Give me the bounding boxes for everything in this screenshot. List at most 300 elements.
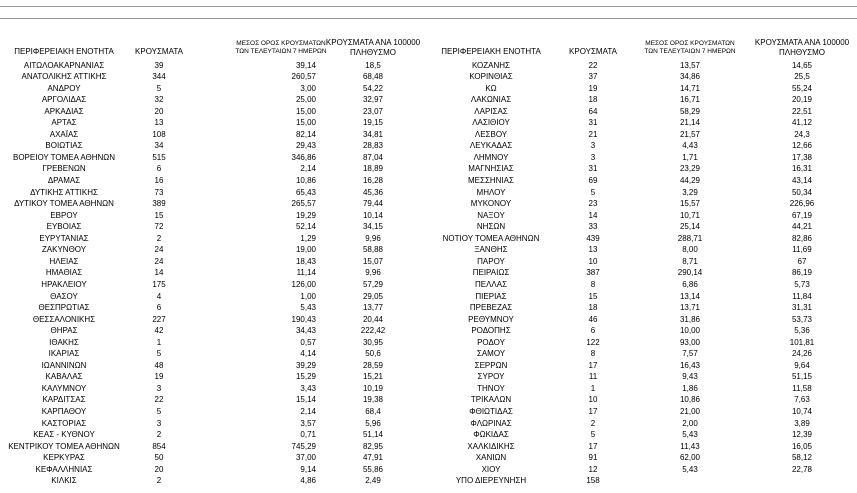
right-region-cell: ΡΕΘΥΜΝΟΥ: [468, 314, 514, 324]
header-avg-left-line2: ΤΩΝ ΤΕΛΕΥΤΑΙΩΝ 7 ΗΜΕΡΩΝ: [235, 48, 327, 55]
header-region-right: ΠΕΡΙΦΕΡΕΙΑΚΗ ΕΝΟΤΗΤΑ: [441, 47, 541, 56]
header-per100k-left-line1: ΚΡΟΥΣΜΑΤΑ ΑΝΑ 100000: [325, 38, 421, 47]
right-avg7-cell: 290,14: [677, 268, 703, 278]
right-region-cell: ΣΥΡΟΥ: [477, 372, 505, 382]
right-region-cell: ΠΡΕΒΕΖΑΣ: [469, 303, 513, 313]
right-per100k-cell: 16,05: [791, 441, 813, 451]
left-region-cell: ΚΑΡΔΙΤΣΑΣ: [42, 395, 86, 405]
table-row: [0, 464, 857, 476]
left-per100k-cell: 79,44: [362, 199, 384, 209]
left-per100k-cell: 47,91: [362, 453, 384, 463]
right-region-cell: ΛΗΜΝΟΥ: [473, 152, 509, 162]
right-per100k-cell: 58,12: [791, 453, 813, 463]
right-avg7-cell: 13,57: [679, 60, 701, 70]
left-cases-cell: 50: [154, 453, 164, 463]
left-per100k-cell: 10,14: [362, 210, 384, 220]
left-avg7-cell: 39,14: [295, 60, 316, 70]
left-per100k-cell: 68,48: [362, 72, 384, 82]
right-per100k-cell: 41,12: [791, 118, 813, 128]
right-avg7-cell: 288,71: [677, 233, 703, 243]
left-cases-cell: 24: [154, 245, 164, 255]
left-region-cell: ΔΡΑΜΑΣ: [47, 176, 81, 185]
right-region-cell: ΣΕΡΡΩΝ: [474, 360, 508, 370]
right-region-cell: ΤΗΝΟΥ: [477, 383, 505, 393]
left-cases-cell: 15: [154, 210, 164, 220]
table-row: [0, 452, 857, 464]
right-region-cell: ΥΠΟ ΔΙΕΡΕΥΝΗΣΗ: [455, 476, 527, 486]
right-per100k-cell: 101,81: [789, 337, 815, 347]
left-region-cell: ΑΝΑΤΟΛΙΚΗΣ ΑΤΤΙΚΗΣ: [21, 72, 107, 82]
left-avg7-cell: 18,43: [295, 256, 316, 266]
left-per100k-cell: 5,96: [365, 418, 381, 428]
left-avg7-cell: 37,00: [295, 453, 316, 463]
left-per100k-cell: 30,95: [362, 337, 384, 347]
table-row: [0, 348, 857, 360]
left-cases-cell: 19: [154, 372, 164, 382]
right-cases-cell: 17: [588, 360, 598, 370]
left-per100k-cell: 9,96: [365, 233, 381, 243]
right-cases-cell: 31: [588, 164, 598, 174]
header-avg-right: [631, 40, 749, 56]
header-per100k-right: [750, 38, 854, 58]
table-row: [0, 302, 857, 314]
right-avg7-cell: 21,57: [679, 129, 701, 139]
table-row: [0, 94, 857, 106]
left-avg7-cell: 745,29: [291, 441, 316, 451]
right-per100k-cell: 11,69: [792, 245, 812, 255]
right-per100k-cell: 55,24: [791, 83, 813, 93]
right-cases-cell: 3: [590, 152, 596, 162]
left-per100k-cell: 20,44: [362, 314, 384, 324]
table-row: [0, 60, 857, 72]
right-region-cell: ΤΡΙΚΑΛΩΝ: [470, 395, 512, 405]
right-cases-cell: 158: [586, 476, 600, 486]
left-avg7-cell: 0,57: [300, 337, 316, 347]
right-region-cell: ΜΥΚΟΝΟΥ: [470, 199, 512, 209]
left-cases-cell: 32: [154, 95, 164, 105]
left-region-cell: ΘΕΣΣΑΛΟΝΙΚΗΣ: [32, 314, 96, 324]
left-avg7-cell: 3,00: [300, 83, 316, 93]
right-region-cell: ΣΑΜΟΥ: [476, 349, 506, 359]
right-avg7-cell: 21,14: [679, 118, 701, 128]
right-region-cell: ΚΩ: [485, 83, 497, 93]
right-cases-cell: 64: [588, 106, 598, 116]
right-avg7-cell: 34,86: [679, 72, 701, 82]
right-region-cell: ΜΕΣΣΗΝΙΑΣ: [468, 176, 514, 185]
right-region-cell: ΦΘΙΩΤΙΔΑΣ: [469, 407, 513, 416]
header-per100k-left-line2: ΠΛΗΘΥΣΜΟ: [349, 48, 397, 57]
table-row: [0, 429, 857, 441]
left-avg7-cell: 190,43: [291, 314, 316, 324]
left-region-cell: ΚΑΡΠΑΘΟΥ: [41, 407, 87, 416]
left-avg7-cell: 1,00: [300, 291, 316, 301]
right-avg7-cell: 15,57: [679, 199, 701, 209]
right-avg7-cell: 9,43: [682, 372, 698, 382]
right-avg7-cell: 7,57: [682, 349, 698, 359]
right-region-cell: ΛΑΡΙΣΑΣ: [474, 106, 508, 116]
left-avg7-cell: 15,00: [295, 106, 316, 116]
right-cases-cell: 18: [588, 303, 598, 313]
right-per100k-cell: 16,31: [791, 164, 813, 174]
left-region-cell: ΘΗΡΑΣ: [50, 326, 78, 336]
right-per100k-cell: 12,66: [791, 141, 813, 151]
left-cases-cell: 2: [156, 430, 162, 440]
left-avg7-cell: 126,00: [291, 279, 316, 289]
right-cases-cell: 15: [588, 291, 598, 301]
right-cases-cell: 13: [588, 245, 598, 255]
right-avg7-cell: 25,14: [679, 222, 701, 232]
left-cases-cell: 34: [154, 141, 164, 151]
right-per100k-cell: 43,14: [791, 176, 813, 185]
right-per100k-cell: 24,26: [791, 349, 813, 359]
left-per100k-cell: 50,6: [365, 349, 381, 359]
left-per100k-cell: 9,96: [365, 268, 381, 278]
left-region-cell: ΕΒΡΟΥ: [50, 210, 78, 220]
right-avg7-cell: 4,43: [682, 141, 698, 151]
table-row: [0, 418, 857, 430]
left-avg7-cell: 52,14: [295, 222, 316, 232]
left-per100k-cell: 15,07: [362, 256, 384, 266]
table-row: [0, 325, 857, 337]
right-cases-cell: 17: [588, 407, 598, 416]
right-per100k-cell: 14,65: [791, 60, 813, 70]
header-cases-right: ΚΡΟΥΣΜΑΤΑ: [569, 47, 617, 56]
right-avg7-cell: 10,00: [679, 326, 701, 336]
table-row: [0, 83, 857, 95]
table-row: [0, 71, 857, 83]
left-cases-cell: 227: [152, 314, 166, 324]
right-cases-cell: 19: [588, 83, 598, 93]
right-region-cell: ΧΑΛΚΙΔΙΚΗΣ: [467, 441, 515, 451]
left-per100k-cell: 51,14: [362, 430, 384, 440]
left-region-cell: ΘΕΣΠΡΩΤΙΑΣ: [38, 303, 90, 313]
table-row: [0, 279, 857, 291]
right-region-cell: ΡΟΔΟΥ: [477, 337, 505, 347]
left-region-cell: ΗΜΑΘΙΑΣ: [45, 268, 83, 278]
left-avg7-cell: 34,43: [295, 326, 316, 336]
left-cases-cell: 20: [154, 106, 164, 116]
left-avg7-cell: 15,14: [295, 395, 316, 405]
right-per100k-cell: 86,19: [791, 268, 813, 278]
left-per100k-cell: 28,59: [362, 360, 384, 370]
right-avg7-cell: 21,00: [679, 407, 701, 416]
left-per100k-cell: 87,04: [362, 152, 384, 162]
right-region-cell: ΛΕΥΚΑΔΑΣ: [469, 141, 513, 151]
right-cases-cell: 2: [590, 418, 596, 428]
table-row: [0, 475, 857, 487]
table-row: [0, 198, 857, 210]
right-per100k-cell: 25,5: [794, 72, 810, 82]
left-cases-cell: 48: [154, 360, 164, 370]
left-per100k-cell: 10,19: [362, 383, 384, 393]
right-per100k-cell: 24,3: [794, 129, 810, 139]
right-avg7-cell: 31,86: [679, 314, 701, 324]
left-cases-cell: 6: [156, 303, 162, 313]
right-avg7-cell: 2,00: [682, 418, 698, 428]
left-cases-cell: 73: [154, 187, 164, 197]
right-avg7-cell: 5,43: [682, 464, 698, 474]
table-row: [0, 106, 857, 118]
right-avg7-cell: 8,71: [682, 256, 698, 266]
table-row: [0, 267, 857, 279]
right-per100k-cell: 20,19: [791, 95, 813, 105]
left-cases-cell: 42: [154, 326, 164, 336]
table-row: [0, 256, 857, 268]
table-row: [0, 337, 857, 349]
right-cases-cell: 22: [588, 60, 598, 70]
right-region-cell: ΛΕΣΒΟΥ: [474, 129, 508, 139]
right-cases-cell: 21: [588, 129, 598, 139]
left-region-cell: ΗΡΑΚΛΕΙΟΥ: [41, 279, 87, 289]
right-avg7-cell: 16,71: [679, 95, 701, 105]
header-avg-right-line1: ΜΕΣΟΣ ΟΡΟΣ ΚΡΟΥΣΜΑΤΩΝ: [645, 40, 735, 47]
left-cases-cell: 854: [152, 441, 166, 451]
left-cases-cell: 2: [156, 233, 162, 243]
left-per100k-cell: 23,07: [362, 106, 384, 116]
left-avg7-cell: 2,14: [300, 164, 316, 174]
right-region-cell: ΦΩΚΙΔΑΣ: [473, 430, 509, 440]
table-row: [0, 291, 857, 303]
left-cases-cell: 16: [154, 176, 164, 185]
left-cases-cell: 72: [154, 222, 164, 232]
left-cases-cell: 13: [154, 118, 164, 128]
left-avg7-cell: 4,14: [300, 349, 316, 359]
left-region-cell: ΑΝΔΡΟΥ: [47, 83, 81, 93]
right-per100k-cell: 82,86: [791, 233, 813, 243]
left-cases-cell: 2: [156, 476, 162, 486]
left-region-cell: ΚΕΡΚΥΡΑΣ: [43, 453, 85, 463]
right-per100k-cell: 12,39: [791, 430, 813, 440]
right-cases-cell: 17: [588, 441, 598, 451]
table-row: [0, 383, 857, 395]
left-cases-cell: 344: [152, 72, 166, 82]
right-per100k-cell: 5,36: [794, 326, 810, 336]
left-region-cell: ΚΙΛΚΙΣ: [51, 476, 77, 486]
header-avg-left-line1: ΜΕΣΟΣ ΟΡΟΣ ΚΡΟΥΣΜΑΤΩΝ: [236, 40, 326, 47]
left-cases-cell: 108: [152, 129, 166, 139]
table-row: [0, 117, 857, 129]
left-per100k-cell: 54,22: [362, 83, 384, 93]
right-per100k-cell: 50,34: [791, 187, 813, 197]
table-row: [0, 175, 857, 187]
left-region-cell: ΚΑΒΑΛΑΣ: [45, 372, 83, 382]
right-region-cell: ΠΙΕΡΙΑΣ: [475, 291, 507, 301]
table-row: [0, 152, 857, 164]
left-avg7-cell: 65,43: [295, 187, 316, 197]
left-cases-cell: 20: [154, 464, 164, 474]
right-region-cell: ΝΟΤΙΟΥ ΤΟΜΕΑ ΑΘΗΝΩΝ: [442, 233, 540, 243]
right-cases-cell: 37: [588, 72, 598, 82]
left-per100k-cell: 34,15: [362, 222, 384, 232]
left-cases-cell: 3: [156, 418, 162, 428]
left-cases-cell: 175: [152, 279, 166, 289]
left-cases-cell: 14: [154, 268, 164, 278]
left-per100k-cell: 222,42: [360, 326, 386, 336]
right-avg7-cell: 1,86: [682, 383, 698, 393]
right-avg7-cell: 44,29: [679, 176, 701, 185]
left-avg7-cell: 15,00: [295, 118, 316, 128]
right-region-cell: ΦΛΩΡΙΝΑΣ: [470, 418, 512, 428]
left-avg7-cell: 25,00: [295, 95, 316, 105]
right-cases-cell: 6: [590, 326, 596, 336]
table-row: [0, 360, 857, 372]
left-per100k-cell: 16,28: [362, 176, 384, 185]
header-cases-left: ΚΡΟΥΣΜΑΤΑ: [135, 47, 183, 56]
right-avg7-cell: 10,86: [679, 395, 701, 405]
table-row: [0, 406, 857, 418]
header-region-left: ΠΕΡΙΦΕΡΕΙΑΚΗ ΕΝΟΤΗΤΑ: [14, 47, 114, 56]
left-avg7-cell: 19,29: [295, 210, 316, 220]
right-cases-cell: 10: [588, 256, 598, 266]
table-row: [0, 140, 857, 152]
right-avg7-cell: 1,71: [682, 152, 698, 162]
table-row: [0, 187, 857, 199]
right-cases-cell: 5: [590, 430, 596, 440]
right-cases-cell: 8: [590, 279, 596, 289]
right-per100k-cell: 67: [797, 256, 807, 266]
left-per100k-cell: 29,05: [362, 291, 384, 301]
left-region-cell: ΕΥΡΥΤΑΝΙΑΣ: [39, 233, 89, 243]
right-per100k-cell: 7,63: [794, 395, 810, 405]
left-avg7-cell: 260,57: [291, 72, 316, 82]
left-avg7-cell: 0,71: [300, 430, 316, 440]
left-avg7-cell: 3,57: [300, 418, 316, 428]
left-avg7-cell: 3,43: [300, 383, 316, 393]
left-region-cell: ΑΙΤΩΛΟΑΚΑΡΝΑΝΙΑΣ: [23, 60, 105, 70]
left-cases-cell: 4: [156, 291, 162, 301]
right-per100k-cell: 31,31: [791, 303, 813, 313]
right-region-cell: ΠΕΙΡΑΙΩΣ: [472, 268, 510, 278]
left-avg7-cell: 11,14: [296, 268, 316, 278]
left-avg7-cell: 2,14: [300, 407, 316, 416]
header-per100k-left: [318, 38, 428, 58]
right-region-cell: ΚΟΡΙΝΘΙΑΣ: [469, 72, 513, 82]
right-cases-cell: 33: [588, 222, 598, 232]
right-per100k-cell: 5,73: [794, 279, 810, 289]
left-region-cell: ΑΧΑΪΑΣ: [49, 129, 79, 139]
table-row: [0, 210, 857, 222]
left-region-cell: ΒΟΙΩΤΙΑΣ: [45, 141, 83, 151]
right-per100k-cell: 51,15: [791, 372, 813, 382]
left-cases-cell: 389: [152, 199, 166, 209]
right-cases-cell: 69: [588, 176, 598, 185]
left-avg7-cell: 15,29: [295, 372, 316, 382]
right-per100k-cell: 22,78: [791, 464, 813, 474]
left-region-cell: ΔΥΤΙΚΗΣ ΑΤΤΙΚΗΣ: [30, 187, 98, 197]
right-avg7-cell: 13,14: [679, 291, 701, 301]
left-avg7-cell: 1,29: [300, 233, 316, 243]
left-region-cell: ΚΕΝΤΡΙΚΟΥ ΤΟΜΕΑ ΑΘΗΝΩΝ: [8, 441, 120, 451]
left-region-cell: ΒΟΡΕΙΟΥ ΤΟΜΕΑ ΑΘΗΝΩΝ: [12, 152, 116, 162]
right-cases-cell: 122: [586, 337, 600, 347]
left-avg7-cell: 265,57: [291, 199, 316, 209]
right-per100k-cell: 9,64: [794, 360, 810, 370]
top-rule: [0, 6, 857, 7]
left-per100k-cell: 32,97: [362, 95, 384, 105]
left-per100k-cell: 13,77: [362, 303, 384, 313]
left-region-cell: ΚΑΣΤΟΡΙΑΣ: [41, 418, 87, 428]
right-cases-cell: 10: [588, 395, 598, 405]
right-cases-cell: 14: [588, 210, 598, 220]
right-avg7-cell: 58,29: [679, 106, 701, 116]
table-row: [0, 163, 857, 175]
right-per100k-cell: 11,58: [792, 383, 812, 393]
right-per100k-cell: 44,21: [791, 222, 813, 232]
header-per100k-right-line2: ΠΛΗΘΥΣΜΟ: [778, 48, 826, 57]
right-region-cell: ΠΑΡΟΥ: [477, 256, 505, 266]
right-avg7-cell: 16,43: [679, 360, 701, 370]
left-per100k-cell: 57,29: [362, 279, 384, 289]
right-cases-cell: 1: [590, 383, 596, 393]
table-row: [0, 129, 857, 141]
right-region-cell: ΝΗΣΩΝ: [476, 222, 506, 232]
right-region-cell: ΜΗΛΟΥ: [476, 187, 506, 197]
left-per100k-cell: 68,4: [365, 407, 381, 416]
left-per100k-cell: 45,36: [362, 187, 384, 197]
right-region-cell: ΛΑΣΙΘΙΟΥ: [472, 118, 510, 128]
right-cases-cell: 11: [588, 372, 598, 382]
right-cases-cell: 439: [586, 233, 600, 243]
left-per100k-cell: 58,88: [362, 245, 384, 255]
left-cases-cell: 39: [154, 60, 164, 70]
right-region-cell: ΚΟΖΑΝΗΣ: [471, 60, 511, 70]
right-region-cell: ΡΟΔΟΠΗΣ: [471, 326, 511, 336]
right-per100k-cell: 226,96: [789, 199, 815, 209]
left-cases-cell: 24: [154, 256, 164, 266]
left-per100k-cell: 82,95: [362, 441, 384, 451]
left-avg7-cell: 19,00: [295, 245, 316, 255]
right-cases-cell: 31: [588, 118, 598, 128]
right-avg7-cell: 23,29: [679, 164, 701, 174]
right-per100k-cell: 17,38: [791, 152, 813, 162]
left-avg7-cell: 39,29: [295, 360, 316, 370]
left-region-cell: ΑΡΓΟΛΙΔΑΣ: [41, 95, 87, 105]
left-cases-cell: 6: [156, 164, 162, 174]
left-region-cell: ΘΑΣΟΥ: [50, 291, 78, 301]
left-per100k-cell: 34,81: [362, 129, 384, 139]
left-region-cell: ΚΕΑΣ - ΚΥΘΝΟΥ: [33, 430, 95, 440]
header-per100k-right-line1: ΚΡΟΥΣΜΑΤΑ ΑΝΑ 100000: [754, 38, 850, 47]
left-region-cell: ΑΡΤΑΣ: [51, 118, 77, 128]
right-cases-cell: 46: [588, 314, 598, 324]
left-cases-cell: 22: [154, 395, 164, 405]
header-avg-right-line2: ΤΩΝ ΤΕΛΕΥΤΑΙΩΝ 7 ΗΜΕΡΩΝ: [644, 48, 736, 55]
right-per100k-cell: 22,51: [791, 106, 813, 116]
left-region-cell: ΗΛΕΙΑΣ: [49, 256, 79, 266]
left-region-cell: ΙΩΑΝΝΙΝΩΝ: [41, 360, 87, 370]
right-cases-cell: 3: [590, 141, 596, 151]
left-region-cell: ΓΡΕΒΕΝΩΝ: [42, 164, 86, 174]
table-row: [0, 221, 857, 233]
right-per100k-cell: 53,73: [791, 314, 813, 324]
left-cases-cell: 1: [156, 337, 162, 347]
right-avg7-cell: 3,29: [682, 187, 698, 197]
right-region-cell: ΠΕΛΛΑΣ: [474, 279, 508, 289]
left-avg7-cell: 9,14: [300, 464, 316, 474]
left-per100k-cell: 15,21: [362, 372, 384, 382]
left-region-cell: ΔΥΤΙΚΟΥ ΤΟΜΕΑ ΑΘΗΝΩΝ: [14, 199, 114, 209]
right-avg7-cell: 5,43: [682, 430, 698, 440]
left-region-cell: ΚΕΦΑΛΛΗΝΙΑΣ: [35, 464, 93, 474]
left-per100k-cell: 28,83: [362, 141, 384, 151]
right-region-cell: ΝΑΞΟΥ: [477, 210, 505, 220]
right-avg7-cell: 8,00: [682, 245, 698, 255]
table-row: [0, 244, 857, 256]
right-avg7-cell: 11,43: [680, 441, 700, 451]
left-per100k-cell: 18,89: [362, 164, 384, 174]
right-per100k-cell: 11,84: [792, 291, 812, 301]
left-avg7-cell: 82,14: [295, 129, 316, 139]
